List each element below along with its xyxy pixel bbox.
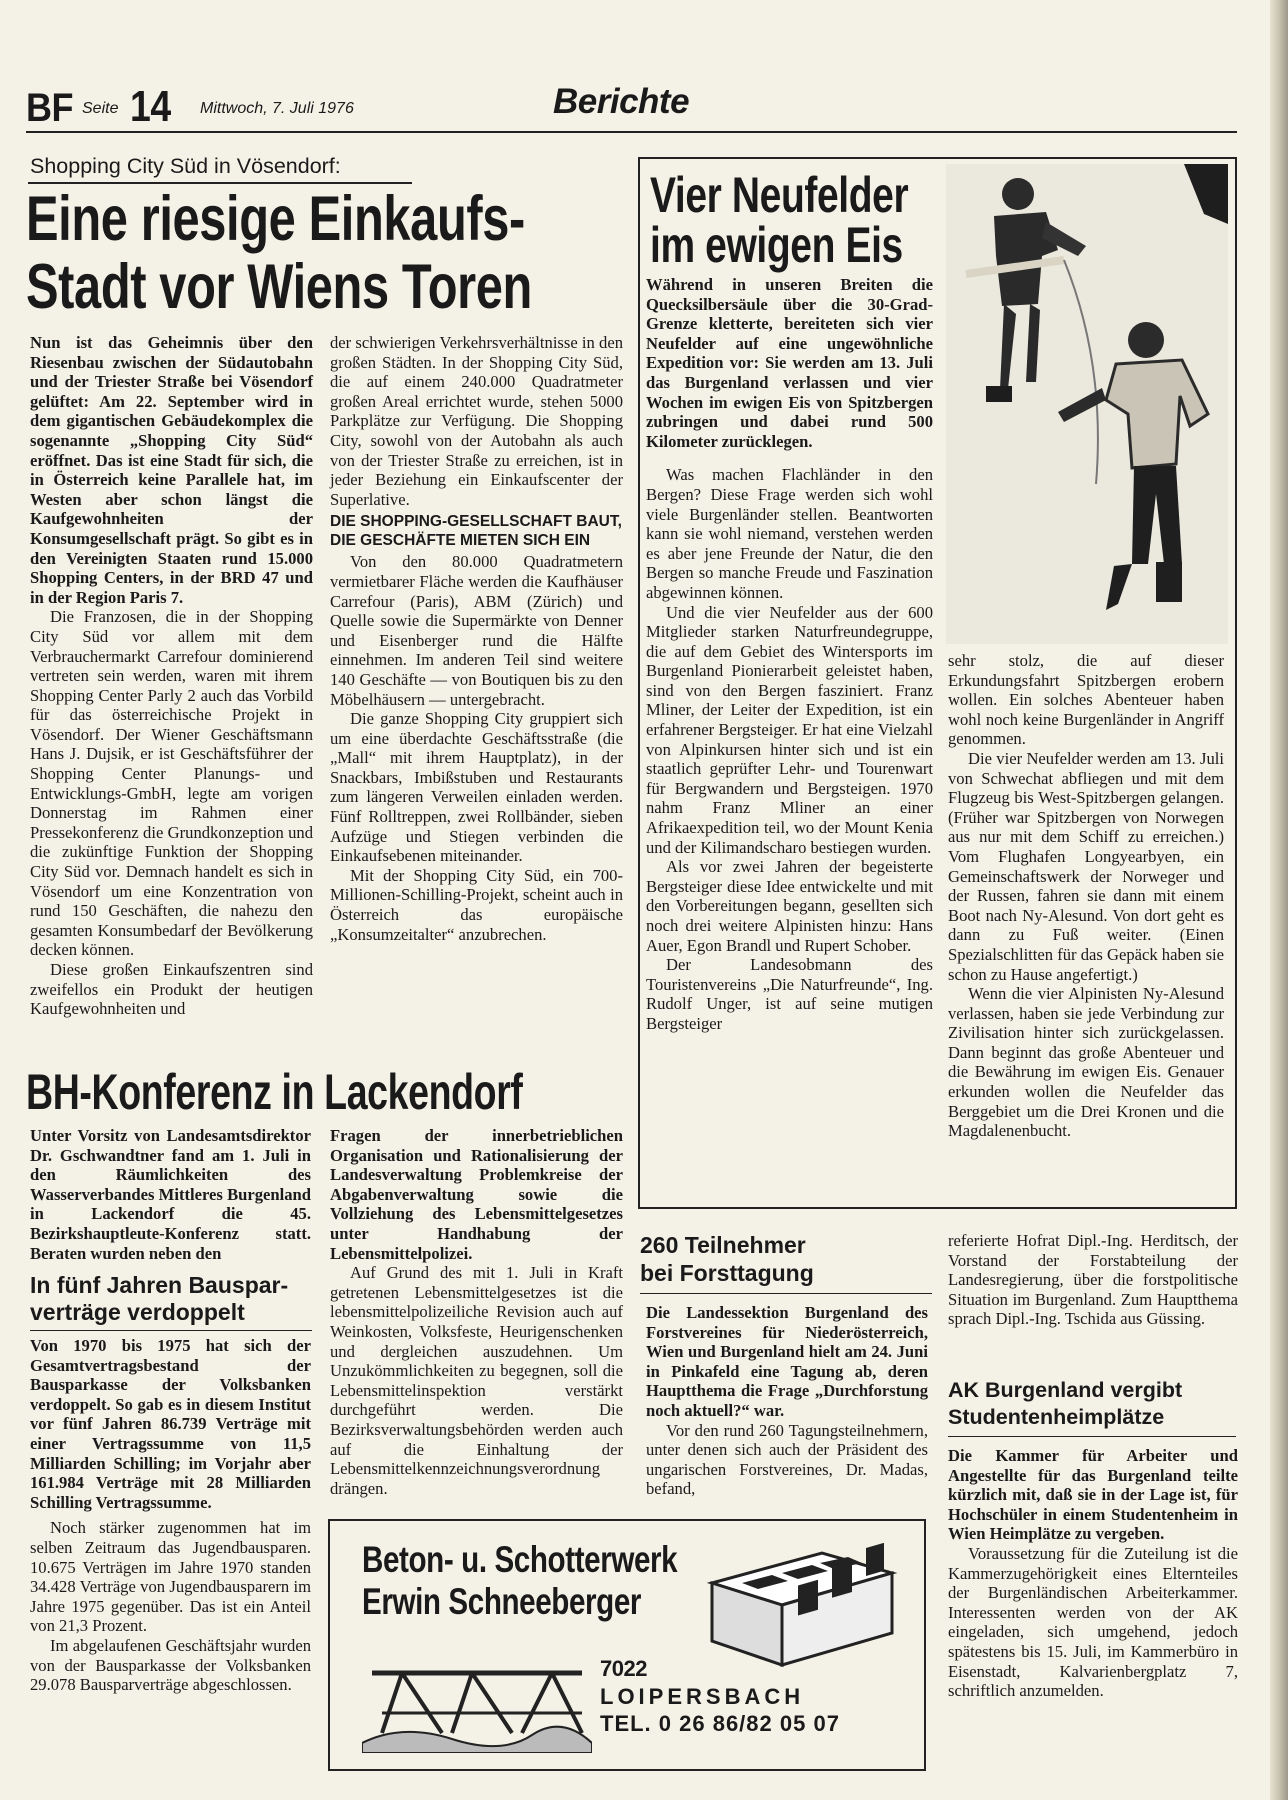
neufelder-column-2 [948,651,1224,1141]
logo: BF [26,86,74,130]
masthead-rule [26,131,1237,133]
bauspar-headline-1: In fünf Jahren Bauspar- [30,1272,289,1298]
shopping-lead: Nun ist das Geheimnis über den Riesenbau zwischen der Südautobahn und der Triester Straße bei Vösendorf gelüftet: Am 22. September wird in dem gigantischen Gebäudekomplex die sogenannte „Shopping City Süd“ eröffnet. Das ist eine Stadt für sich, die in Österreich keine Parallele hat, im Westen aber schon längst die Kaufgewohnheiten der Konsumgesellschaft prägt. So gibt es in den Vereinigten Staaten rund 15.000 Shopping Centers, in der BRD 47 und in der Region Paris 7. [30,333,313,607]
issue-date: Mittwoch, 7. Juli 1976 [200,100,354,117]
bh-paragraph: Auf Grund des mit 1. Juli in Kraft getretenen Lebensmittelgesetzes ist die lebensmittelpolizeiliche Revision auch auf Weinkosten, Volksfeste, Heurigenschenken und dergleichen auszudehnen. Um Unzukömmlichkeiten zu begegnen, soll die Lebensmittelinspektion verstärkt durchgeführt werden. Die Bezirksverwaltungsbehörden werden auch auf die Einhaltung der Lebensmittelkennzeichnungsverordnung drängen. [330,1263,623,1498]
shopping-kicker: Shopping City Süd in Vösendorf: [30,154,341,178]
ak-lead: Die Kammer für Arbeiter und Angestellte für das Burgenland teilte kürzlich mit, daß sie in der Lage ist, für Hochschüler in einem Studentenheim in Wien Heimplätze zu vergeben. [948,1446,1238,1544]
bauspar-paragraph: Im abgelaufenen Geschäftsjahr wurden von der Bausparkasse der Volksbanken 29.078 Bausparverträge abgeschlossen. [30,1635,311,1695]
ak-column [948,1446,1238,1701]
neufelder-lead: Während in unseren Breiten die Quecksilbersäule über die 30-Grad-Grenze kletterte, bereiteten sich vier Neufelder auf eine ungewöhnliche Expedition vor: Sie werden am 13. Juli das Burgenland verlassen und vier Wochen im ewigen Eis von Spitzbergen zubringen und dabei rund 500 Kilometer zurücklegen. [646,275,933,451]
ad-line-2: Erwin Schneeberger [362,1581,642,1622]
shopping-paragraph: Die ganze Shopping City gruppiert sich um eine überdachte Geschäftsstraße (die „Mall“ mit ihrem Hauptplatz), in der Snackbars, Imbißstuben und Restaurants zum längeren Verweilen einladen werden. Fünf Rolltreppen, zwei Rollbänder, sieben Aufzüge und Stiegen verbinden die Einkaufsebenen miteinander. [330,709,623,866]
forst-underline [640,1293,932,1294]
page-number: 14 [130,82,171,131]
forst-paragraph: referierte Hofrat Dipl.-Ing. Herditsch, der Vorstand der Forstabteilung der Landesregierung, über die forstpolitische Situation im Burgenland. Zum Hauptthema sprach Dipl.-Ing. Tschida aus Güssing. [948,1231,1238,1329]
shopping-headline-2: Stadt vor Wiens Toren [26,252,532,322]
bauspar-underline [30,1330,312,1331]
ad-phone: TEL. 0 26 86/82 05 07 [600,1711,840,1736]
ak-headline-1: AK Burgenland vergibt [948,1378,1183,1402]
gravel-plant-icon [362,1643,592,1753]
shopping-paragraph: Diese großen Einkaufszentren sind zweifellos ein Produkt der heutigen Kaufgewohnheiten und [30,960,313,1019]
concrete-block-icon [702,1543,902,1673]
bh-column-2 [330,1126,623,1498]
page-label: Seite [82,100,119,117]
shopping-column-1 [30,333,313,1019]
ad-postcode: 7022 [600,1656,647,1681]
bauspar-headline-2: verträge verdoppelt [30,1299,245,1325]
forst-column-2 [948,1231,1238,1329]
ak-paragraph: Voraussetzung für die Zuteilung ist die Kammerzugehörigkeit eines Elternteiles der Burgenländischen Arbeiterkammer. Interessenten werden von der AK eingeladen, sich umgehend, jedoch spätestens bis 15. Juli, im Kammerbüro in Eisenstadt, Kalvarienbergplatz 7, schriftlich anzumelden. [948,1543,1238,1701]
neufelder-paragraph: Der Landesobmann des Touristenvereins „Die Naturfreunde“, Ing. Rudolf Unger, ist auf seine mutigen Bergsteiger [646,955,933,1033]
forst-column-1 [646,1303,928,1499]
bh-lead: Unter Vorsitz von Landesamtsdirektor Dr. Gschwandtner fand am 1. Juli in den Räumlichkeiten des Wasserverbandes Mittleres Burgenland in Lackendorf die 45. Bezirkshauptleute-Konferenz statt. Beraten wurden neben den [30,1126,311,1263]
forst-headline-2: bei Forsttagung [640,1260,814,1286]
neufelder-headline-1: Vier Neufelder [650,167,909,223]
shopping-paragraph: Die Franzosen, die in der Shopping City Süd vor allem mit dem Verbrauchermarkt Carrefour dominierend vertreten sein werden, waren mit ihrem Shopping Center Parly 2 auch das Vorbild für das österreichische Projekt in Vösendorf. Der Wiener Geschäftsmann Hans J. Dujsik, er ist Geschäftsführer der Shopping Center Planungs- und Entwicklungs-GmbH, legte am vorigen Donnerstag im Rahmen einer Pressekonferenz die Grundkonzeption und die zukünftige Funktion der Shopping City Süd vor. Demnach handelt es sich in Vösendorf um eine Konzentration von rund 150 Geschäften, die nahezu den gesamten Konsumbedarf der Bevölkerung decken können. [30,607,313,960]
bauspar-paragraph: Noch stärker zugenommen hat im selben Zeitraum das Jugendbausparen. 10.675 Verträgen im Jahre 1970 standen 34.428 Verträge von Jugendbausparern im Jahre 1975 gegenüber. Das ist ein Anteil von 21,3 Prozent. [30,1518,311,1636]
shopping-subhead: DIE SHOPPING-GESELLSCHAFT BAUT, DIE GESCHÄFTE MIETEN SICH EIN [330,513,622,550]
bh-headline: BH-Konferenz in Lackendorf [26,1064,523,1120]
climbers-photo [946,164,1228,644]
bauspar-lead: Von 1970 bis 1975 hat sich der Gesamtvertragsbestand der Bausparkasse der Volksbanken verdoppelt. So gab es in diesem Institut vor fünf Jahren 86.739 Verträge mit einer Vertragssumme von 11,5 Milliarden Schilling; im Vorjahr aber 161.984 Verträge mit 28 Milliarden Schilling Vertragssumme. [30,1336,311,1512]
shopping-column-2 [330,333,623,944]
neufelder-column-1 [646,275,933,1034]
neufelder-headline-2: im ewigen Eis [650,217,903,273]
shopping-headline-1: Eine riesige Einkaufs- [26,184,525,254]
ak-underline [948,1436,1236,1437]
ad-town: LOIPERSBACH [600,1684,805,1709]
climbers-illustration [946,164,1228,644]
shopping-paragraph: der schwierigen Verkehrsverhältnisse in den großen Städten. In der Shopping City Süd, die auf einem 240.000 Quadratmeter großen Areal errichtet wurde, stehen 5000 Parkplätze zur Verfügung. Die Shopping City, sowohl von der Autobahn als auch von der Triester Straße zu erreichen, ist in jeder Beziehung ein Einkaufscenter der Superlative. [330,333,623,509]
neufelder-paragraph: Als vor zwei Jahren der begeisterte Bergsteiger diese Idee entwickelte und mit den Vorbereitungen begann, gesellten sich noch drei weitere Alpinisten hinzu: Hans Auer, Egon Brandl und Rupert Schober. [646,857,933,955]
shopping-paragraph: Von den 80.000 Quadratmetern vermietbarer Fläche werden die Kaufhäuser Carrefour (Paris), ABM (Zürich) und Quelle sowie die Supermärkte von Denner und Eisenberger rund die Hälfte einnehmen. Im anderen Teil sind weitere 140 Geschäfte — von Boutiquen bis zu den Möbelhäusern — untergebracht. [330,552,623,709]
neufelder-paragraph: Was machen Flachländer in den Bergen? Diese Frage werden sich wohl viele Burgenländer stellen. Beantworten kann sie wohl niemand, verstehen werden es aber jene Freunde der Natur, die den Bergen so manche Freude und Faszination abgewinnen können. [646,465,933,602]
bh-column-1 [30,1126,311,1263]
bh-lead-continued: Fragen der innerbetrieblichen Organisation und Rationalisierung der Landesverwaltung Problemkreise der Abgabenverwaltung sowie die Vollziehung des Lebensmittelgesetzes unter Handhabung der Lebensmittelpolizei. [330,1126,623,1263]
schotterwerk-ad [328,1519,926,1771]
neufelder-paragraph: Die vier Neufelder werden am 13. Juli von Schwechat abfliegen und mit dem Flugzeug bis West-Spitzbergen gelangen. (Früher war Spitzbergen von Norwegen aus nur mit dem Schiff zu erreichen.) Vom Flughafen Longyearbyen, ein Gemeinschaftswerk der Norweger und der Russen, fahren sie dann mit einem Boot nach Ny-Alesund. Von dort geht es dann zu Fuß weiter. (Einen Spezialschlitten für das Gepäck haben sie schon zu Hause angefertigt.) [948,748,1225,984]
forst-lead: Die Landessektion Burgenland des Forstvereines für Niederösterreich, Wien und Burgenland hielt am 24. Juni in Pinkafeld eine Tagung ab, deren Hauptthema die Frage „Durchforstung noch aktuell?“ war. [646,1303,928,1420]
section-title: Berichte [553,82,690,121]
forst-paragraph: Vor den rund 260 Tagungsteilnehmern, unter denen sich auch der Präsident des ungarischen Forstvereines, Dr. Madas, befand, [646,1420,928,1499]
shopping-paragraph: Mit der Shopping City Süd, ein 700-Millionen-Schilling-Projekt, scheint auch in Österreich das europäische „Konsumzeitalter“ anzubrechen. [330,865,623,944]
neufelder-paragraph: Wenn die vier Alpinisten Ny-Alesund verlassen, haben sie jede Verbindung zur Zivilisation hinter sich zurückgelassen. Dann beginnt das große Abenteuer und die Bewährung im ewigen Eis. Genauer erkunden wollen die Neufelder das Berggebiet um die Drei Kronen und die Magdalenenbucht. [948,984,1224,1141]
neufelder-paragraph: sehr stolz, die auf dieser Erkundungsfahrt Spitzbergen erobern wollen. Ein solches Abenteuer haben wohl noch keine Burgenländer in Angriff genommen. [948,651,1224,749]
ak-headline-2: Studentenheimplätze [948,1405,1165,1429]
ad-line-1: Beton- u. Schotterwerk [362,1539,678,1580]
bauspar-column [30,1336,311,1695]
forst-headline-1: 260 Teilnehmer [640,1232,806,1258]
page-edge-shadow [1270,0,1288,1800]
neufelder-paragraph: Und die vier Neufelder aus der 600 Mitglieder starken Naturfreundegruppe, die auf dem Gebiet des Wintersports im Burgenland Pionierarbeit geleistet haben, sind von den Bergen fasziniert. Franz Mliner, der Leiter der Expedition, ist ein erfahrener Bergsteiger. Er hat eine Vielzahl von Alpinkursen hinter sich und ist ein staatlich geprüfter Lehr- und Tourenwart für Bergwandern und Bergsteigen. 1970 nahm Franz Mliner an einer Afrikaexpedition teil, wo der Mount Kenia und der Kilimandscharo bestiegen wurden. [646,602,933,857]
